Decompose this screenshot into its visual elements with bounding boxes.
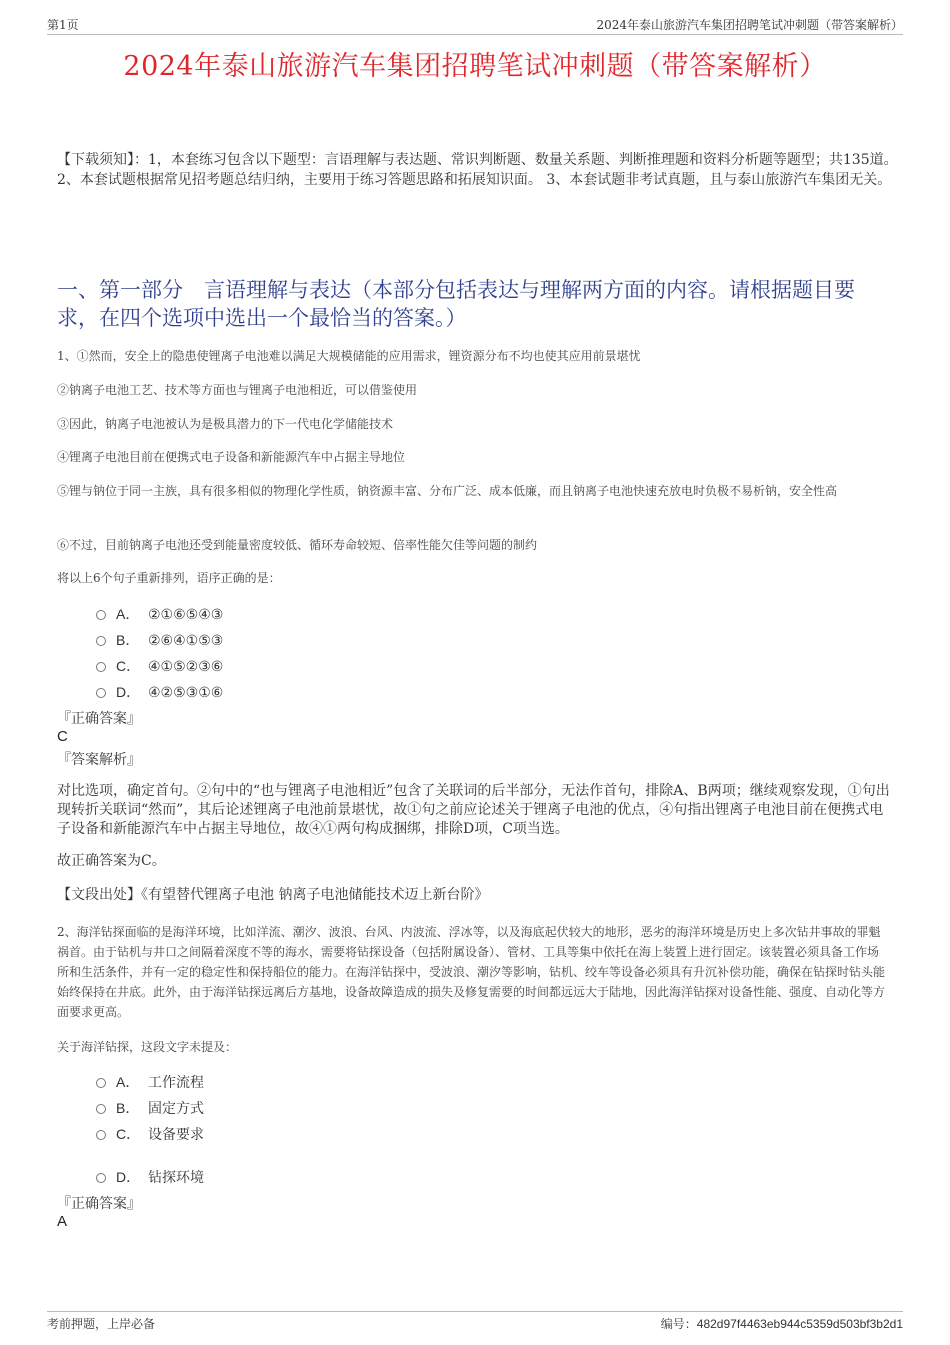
page-title: 2024年泰山旅游汽车集团招聘笔试冲刺题（带答案解析） — [123, 51, 827, 82]
page-footer — [47, 1311, 903, 1331]
q2-answer-label: 『正确答案』 — [57, 1196, 141, 1212]
download-notice: 【下载须知】：1，本套练习包含以下题型：言语理解与表达题、常识判断题、数量关系题、判断推理题和资料分析题等题型；共135道。 2、本套试题根据常见招考题总结归纳，主要用于练习答题思路和拓展知识面。 3、本套试题非考试真题，且与泰山旅游汽车集团无关。 — [57, 152, 898, 188]
option-letter: A． — [116, 606, 140, 622]
q1-option-a[interactable] — [96, 604, 223, 624]
radio-icon[interactable] — [96, 688, 106, 698]
option-letter: C． — [116, 658, 141, 674]
footer-code-label: 编号： — [660, 1317, 697, 1331]
option-text: ④①⑤②③⑥ — [148, 659, 224, 675]
q1-sentence-3: ③因此，钠离子电池被认为是极具潜力的下一代电化学储能技术 — [57, 417, 394, 431]
q1-option-b[interactable] — [96, 630, 223, 650]
radio-icon[interactable] — [96, 1078, 106, 1088]
option-letter: D． — [116, 1169, 141, 1185]
q2-option-d[interactable] — [96, 1167, 204, 1187]
option-letter: B． — [116, 632, 140, 648]
q2-question: 关于海洋钻探，这段文字未提及： — [57, 1040, 238, 1054]
option-text: ②①⑥⑤④③ — [148, 607, 224, 623]
option-letter: D． — [116, 684, 141, 700]
radio-icon[interactable] — [96, 1173, 106, 1183]
q1-analysis-label: 『答案解析』 — [57, 752, 141, 768]
option-letter: C． — [116, 1126, 141, 1142]
header-doc-title: 2024年泰山旅游汽车集团招聘笔试冲刺题（带答案解析） — [596, 18, 903, 32]
q1-answer-label: 『正确答案』 — [57, 711, 141, 727]
option-text: ②⑥④①⑤③ — [148, 633, 224, 649]
q1-sentence-5: ⑤锂与钠位于同一主族，具有很多相似的物理化学性质，钠资源丰富、分布广泛、成本低廉，而且钠离子电池快速充放电时负极不易析钠，安全性高 — [57, 484, 838, 498]
section-title: 一、第一部分 言语理解与表达（本部分包括表达与理解两方面的内容。请根据题目要求，在四个选项中选出一个最恰当的答案。） — [57, 278, 855, 330]
option-letter: A． — [116, 1074, 140, 1090]
option-text: 钻探环境 — [148, 1170, 204, 1186]
q1-answer: C — [57, 728, 68, 745]
option-text: 工作流程 — [148, 1075, 204, 1091]
q1-sentence-1: 1、①然而，安全上的隐患使锂离子电池难以满足大规模储能的应用需求，锂资源分布不均也使其应用前景堪忧 — [57, 349, 641, 363]
q1-sentence-6: ⑥不过，目前钠离子电池还受到能量密度较低、循环寿命较短、倍率性能欠佳等问题的制约 — [57, 538, 538, 552]
radio-icon[interactable] — [96, 610, 106, 620]
q1-sentence-2: ②钠离子电池工艺、技术等方面也与锂离子电池相近，可以借鉴使用 — [57, 383, 418, 397]
page-number: 第1页 — [47, 18, 79, 32]
radio-icon[interactable] — [96, 1130, 106, 1140]
page-header — [47, 14, 903, 35]
q2-option-c[interactable] — [96, 1124, 204, 1144]
q1-conclusion: 故正确答案为C。 — [57, 853, 166, 869]
option-text: ④②⑤③①⑥ — [148, 685, 224, 701]
footer-code: 482d97f4463eb944c5359d503bf3b2d1 — [696, 1317, 903, 1331]
q2-answer: A — [57, 1213, 68, 1230]
q1-option-d[interactable] — [96, 682, 223, 702]
q2-passage: 2、海洋钻探面临的是海洋环境，比如洋流、潮汐、波浪、台风、内波流、浮冰等，以及海底起伏较大的地形，恶劣的海洋环境是历史上多次钻井事故的罪魁祸首。由于钻机与井口之间隔着深度不等的海水，需要将钻探设备（包括附属设备）、管材、工具等集中依托在海上装置上进行固定。该装置必须具备工作场所和生活条件，并有一定的稳定性和保持船位的能力。在海洋钻探中，受波浪、潮汐等影响，钻机、绞车等设备必须具有升沉补偿功能，确保在钻探时钻头能始终保持在井底。此外，由于海洋钻探远离后方基地，设备故障造成的损失及修复需要的时间都远远大于陆地，因此海洋钻探对设备性能、强度、自动化等方面要求更高。 — [57, 925, 886, 1019]
option-letter: B． — [116, 1100, 140, 1116]
footer-slogan: 考前押题，上岸必备 — [47, 1317, 156, 1331]
radio-icon[interactable] — [96, 1104, 106, 1114]
q1-sentence-4: ④锂离子电池目前在便携式电子设备和新能源汽车中占据主导地位 — [57, 450, 406, 464]
radio-icon[interactable] — [96, 662, 106, 672]
q1-source: 【文段出处】《有望替代锂离子电池 钠离子电池储能技术迈上新台阶》 — [57, 887, 489, 903]
radio-icon[interactable] — [96, 636, 106, 646]
option-text: 设备要求 — [148, 1127, 204, 1143]
q1-question: 将以上6个句子重新排列，语序正确的是： — [57, 571, 281, 585]
q2-option-a[interactable] — [96, 1072, 204, 1092]
option-text: 固定方式 — [148, 1101, 204, 1117]
q1-option-c[interactable] — [96, 656, 223, 676]
q1-analysis: 对比选项，确定首句。②句中的“也与锂离子电池相近”包含了关联词的后半部分，无法作首句，排除A、B两项；继续观察发现，①句出现转折关联词“然而”，其后论述锂离子电池前景堪忧，故①句之前应论述关于锂离子电池的优点，④句指出锂离子电池目前在便携式电子设备和新能源汽车中占据主导地位，故④①两句构成捆绑，排除D项，C项当选。 — [57, 783, 890, 837]
q2-option-b[interactable] — [96, 1098, 204, 1118]
footer-code-block — [661, 1315, 903, 1332]
